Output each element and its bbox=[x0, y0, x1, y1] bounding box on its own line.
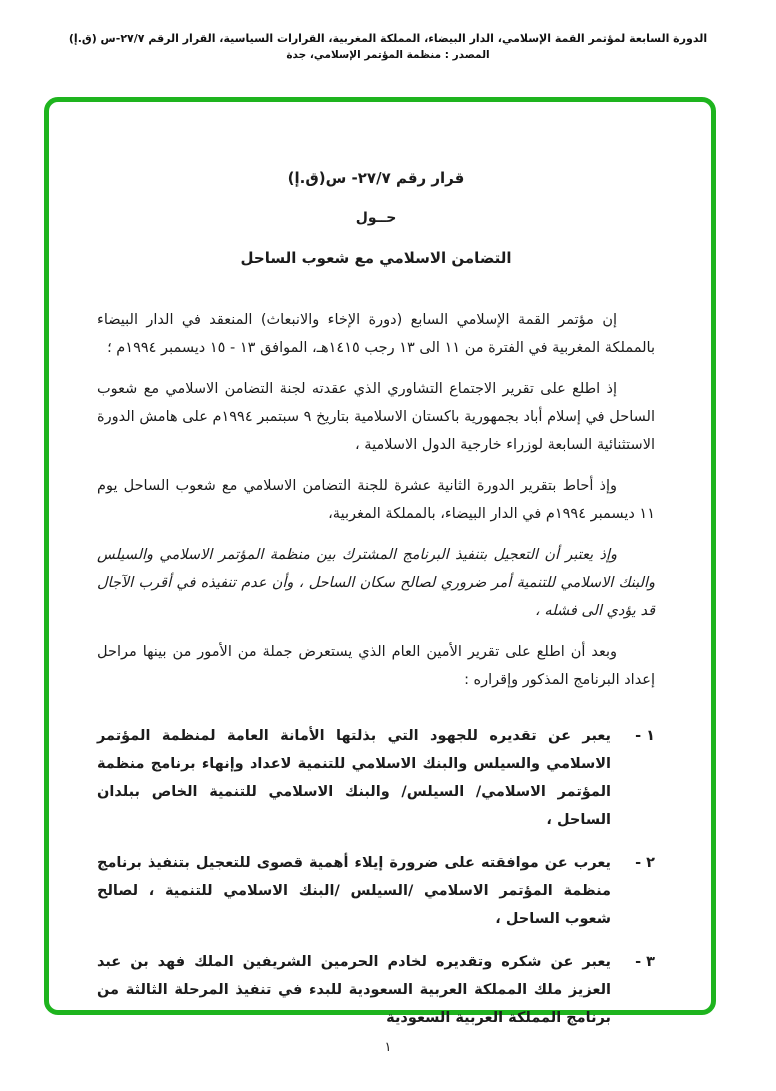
document-header bbox=[0, 0, 776, 63]
header-source-line: المصدر : منظمة المؤتمر الإسلامي، جدة bbox=[286, 49, 490, 61]
list-item bbox=[97, 948, 655, 1032]
resolution-title-block bbox=[97, 164, 655, 272]
list-item bbox=[97, 849, 655, 933]
item-text: يعرب عن موافقته على ضرورة إيلاء أهمية قصوى للتعجيل بتنفيذ برنامج منظمة المؤتمر الاسلامي /السيلس /البنك الاسلامي للتنمية ، لصالح شعوب الساحل ، bbox=[97, 855, 611, 927]
resolution-items-list bbox=[97, 722, 655, 1032]
item-number: ٣ - bbox=[635, 954, 655, 970]
paragraph-preamble: إن مؤتمر القمة الإسلامي السابع (دورة الإخاء والانبعاث) المنعقد في الدار البيضاء بالمملكة المغربية في الفترة من ١١ الى ١٣ رجب ١٤١٥هـ، الموافق ١٣ - ١٥ ديسمبر ١٩٩٤م ؛ bbox=[97, 312, 655, 356]
paragraph-having-noted: وإذ أحاط بتقرير الدورة الثانية عشرة للجنة التضامن الاسلامي مع شعوب الساحل يوم ١١ ديسمبر ١٩٩٤م في الدار البيضاء، بالمملكة المغربية، bbox=[97, 478, 655, 522]
header-citation-line: الدورة السابعة لمؤتمر القمة الإسلامي، الدار البيضاء، المملكة المغربية، القرارات السياسية، القرار الرقم ٢٧/٧-س (ق.إ) bbox=[68, 32, 708, 45]
item-text: يعبر عن تقديره للجهود التي بذلتها الأمانة العامة لمنظمة المؤتمر الاسلامي والسيلس والبنك الاسلامي للتنمية لاعداد وإنهاء برنامج منظمة المؤتمر الاسلامي/ السيلس/ والبنك الاسلامي للتنمية الخاص ببلدان الساحل ، bbox=[97, 728, 611, 828]
resolution-number-title: قرار رقم ٢٧/٧- س(ق.إ) bbox=[287, 169, 465, 187]
list-item bbox=[97, 722, 655, 834]
page-number: ١ bbox=[384, 1040, 392, 1055]
paragraph-having-reviewed: إذ اطلع على تقرير الاجتماع التشاوري الذي عقدته لجنة التضامن الاسلامي مع شعوب الساحل في إسلام أباد بجمهورية باكستان الاسلامية بتاريخ ٩ سبتمبر ١٩٩٤م على هامش الدورة الاستثنائية السابعة لوزراء خارجية الدول الاسلامية ، bbox=[97, 381, 655, 453]
item-text: يعبر عن شكره وتقديره لخادم الحرمين الشريفين الملك فهد بن عبد العزيز ملك المملكة العربية السعودية للبدء في تنفيذ المرحلة الثالثة من برنامج المملكة العربية السعودية bbox=[97, 954, 611, 1026]
green-border-frame bbox=[44, 97, 716, 1026]
item-number: ٢ - bbox=[635, 855, 655, 871]
paragraph-considering: وإذ يعتبر أن التعجيل بتنفيذ البرنامج المشترك بين منظمة المؤتمر الاسلامي والسيلس والبنك الاسلامي للتنمية أمر ضروري لصالح سكان الساحل ، وأن عدم تنفيذه في أقرب الآجال قد يؤدي الى فشله ، bbox=[97, 547, 655, 619]
resolution-subject-title: التضامن الاسلامي مع شعوب الساحل bbox=[240, 249, 512, 267]
document-body bbox=[49, 102, 711, 1067]
item-number: ١ - bbox=[635, 728, 655, 744]
resolution-about-word: حــول bbox=[355, 210, 397, 226]
paragraph-sg-report: وبعد أن اطلع على تقرير الأمين العام الذي يستعرض جملة من الأمور من بينها مراحل إعداد البرنامج المذكور وإقراره : bbox=[97, 644, 655, 688]
